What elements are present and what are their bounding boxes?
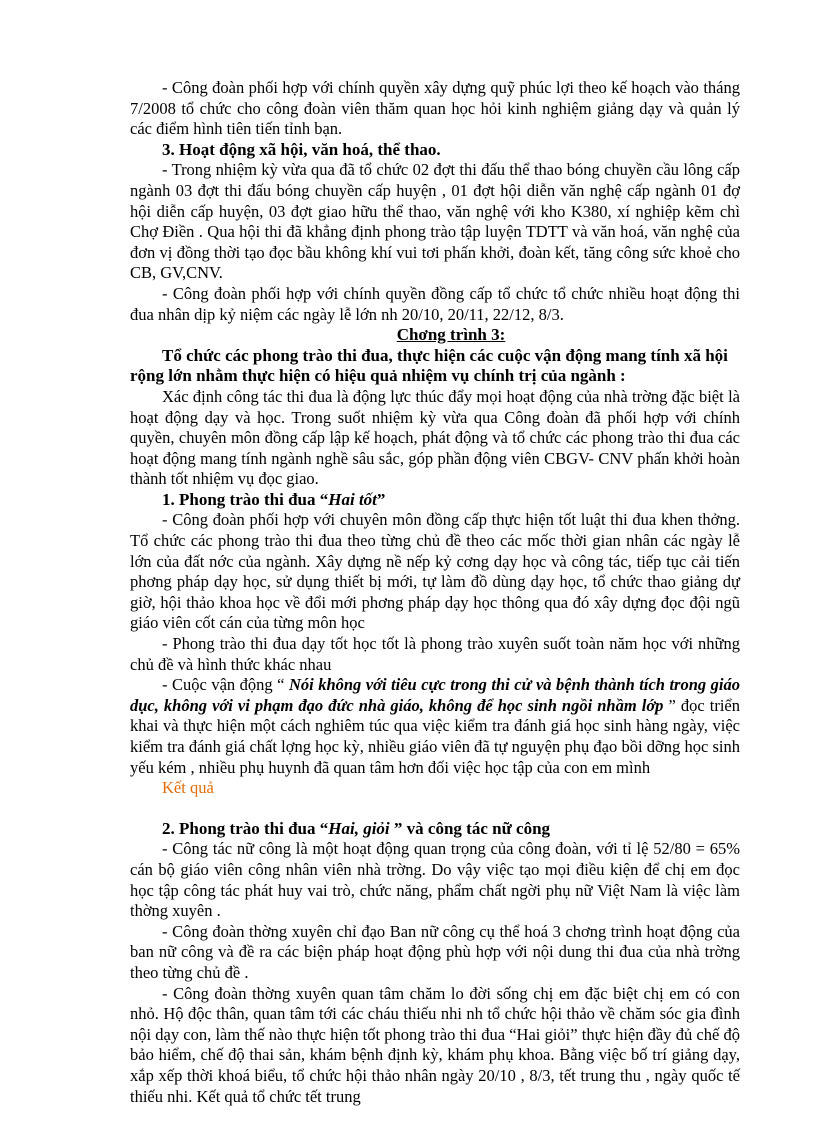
paragraph-welfare: - Công đoàn phối hợp với chính quyền xây dựng quỹ phúc lợi theo kế hoạch vào tháng 7/2008 tổ chức cho công đoàn viên thăm quan học hỏi kinh nghiệm giảng dạy và quản lý các điểm hình tiên tiến tỉnh bạn. [130, 78, 740, 139]
campaign-slogan: Nói không với tiêu cực trong thi cử và bệnh thành tích trong giáo dục, không với vi phạm đạo đức nhà giáo, không để học sinh ngồi nhầm lớp [130, 675, 740, 715]
chapter-heading: Chơng trình 3: [396, 325, 506, 345]
blank-line [162, 799, 740, 819]
heading-emphasis: Hai, giỏi [328, 818, 390, 838]
heading-prefix: 2. Phong trào thi đua “ [162, 818, 329, 838]
heading-suffix: ” [376, 489, 386, 509]
campaign-suffix: ” đọc triển khai và thực hiện một cách nghiêm túc qua việc kiểm tra đánh giá học sinh hàng ngày, việc kiểm tra đánh giá chất lợng học kỳ, nhiều giáo viên đã tự nguyện phụ đạo bồi dỡng học sinh yếu kém , nhiều phụ huynh đã quan tâm hơn đối việc học tập của con em mình [130, 695, 740, 777]
paragraph-emulation-intro: Xác định công tác thi đua là động lực thúc đẩy mọi hoạt động của nhà trờng đặc biệt là hoạt động dạy và học. Trong suốt nhiệm kỳ vừa qua Công đoàn đã phối hợp với chính quyền, chuyên môn đồng cấp lập kế hoạch, phát động và tổ chức các phong trào thi đua các hoạt động mang tính ngành nghề sâu sắc, góp phần động viên CBGV- CNV phấn khởi hoàn thành tốt nhiệm vụ đọc giao. [130, 386, 740, 489]
paragraph-good-teaching: - Phong trào thi đua dạy tốt học tốt là phong trào xuyên suốt toàn năm học với những chủ đề và hình thức khác nhau [130, 634, 740, 674]
heading-hai-gioi [130, 819, 740, 840]
paragraph-women-committee: - Công đoàn thờng xuyên chỉ đạo Ban nữ công cụ thể hoá 3 chơng trình hoạt động của ban nữ công và đề ra các biện pháp hoạt động phù hợp với nội dung thi đua của nhà trờng theo từng chủ đề . [130, 921, 740, 982]
paragraph-teaching-emulation: - Công đoàn phối hợp với chuyên môn đồng cấp thực hiện tốt luật thi đua khen thởng. Tổ chức các phong trào thi đua theo từng chủ đề theo các mốc thời gian nhân các ngày lễ lớn của đất nớc của ngành. Xây dựng nề nếp kỷ cơng dạy học và công tác, tiếp tục cải tiến phơng pháp dạy học, sử dụng thiết bị mới, tự làm đồ dùng dạy học, tổ chức thao giảng dự giờ, hội thảo khoa học về đổi mới phơng pháp dạy học thông qua đó xây dựng đọc đội ngũ giáo viên cốt cán của từng môn học [130, 510, 740, 633]
campaign-prefix: - Cuộc vận động “ [162, 675, 289, 695]
paragraph-women-work: - Công tác nữ công là một hoạt động quan trọng của công đoàn, với tỉ lệ 52/80 = 65% cán bộ giáo viên công nhân viên nhà trờng. Do vậy việc tạo mọi điều kiện để chị em đọc học tập công tác phát huy vai trò, chức năng, phẩm chất ngời phụ nữ Việt Nam là việc làm thờng xuyên . [130, 839, 740, 921]
heading-suffix: ” và công tác nữ công [389, 818, 551, 838]
heading-social-activities: 3. Hoạt động xã hội, văn hoá, thể thao. [162, 139, 441, 159]
paragraph-campaign [130, 675, 740, 778]
heading-prefix: 1. Phong trào thi đua “ [162, 489, 329, 509]
heading-hai-tot [130, 490, 740, 511]
result-label: Kết quả [162, 778, 214, 798]
paragraph-celebrations: - Công đoàn phối hợp với chính quyền đồng cấp tổ chức tổ chức nhiều hoạt động thi đua nhân dịp kỷ niệm các ngày lễ lớn nh 20/10, 20/11, 22/12, 8/3. [130, 283, 740, 324]
paragraph-women-care: - Công đoàn thờng xuyên quan tâm chăm lo đời sống chị em đặc biệt chị em có con nhỏ. Hộ độc thân, quan tâm tới các cháu thiếu nhi nh tổ chức hội thảo về chăm sóc gia đình nội dạy con, làm thế nào thực hiện tốt phong trào thi đua “Hai giỏi” thực hiện đầy đủ chế độ bảo hiểm, chế độ thai sản, khám bệnh định kỳ, khám phụ khoa. Bằng việc bố trí giảng dạy, xắp xếp thời khoá biểu, tổ chức hội thảo nhân ngày 20/10 , 8/3, tết trung thu , ngày quốc tế thiếu nhi. Kết quả tổ chức tết trung [130, 983, 740, 1106]
heading-emphasis: Hai tốt [328, 489, 377, 509]
document-page [130, 78, 740, 1107]
paragraph-sports-events: - Trong nhiệm kỳ vừa qua đã tổ chức 02 đợt thi đấu thể thao bóng chuyền cầu lông cấp ngành 03 đợt thi đấu bóng chuyền cấp huyện , 01 đợt hội diễn văn nghệ cấp ngành 01 đợ hội diễn cấp huyện, 03 đợt giao hữu thể thao, văn nghệ với kho K380, xí nghiệp kẽm chì Chợ Điền . Qua hội thi đã khẳng định phong trào tập luyện TDTT và văn hoá, văn nghệ của đơn vị đồng thời tạo đọc bầu không khí vui tơi phấn khởi, đoàn kết, tăng công sức khoẻ cho CB, GV,CNV. [130, 160, 740, 283]
chapter-title: Tổ chức các phong trào thi đua, thực hiện các cuộc vận động mang tính xã hội rộng lớn nhằm thực hiện có hiệu quả nhiệm vụ chính trị của ngành : [130, 345, 728, 386]
